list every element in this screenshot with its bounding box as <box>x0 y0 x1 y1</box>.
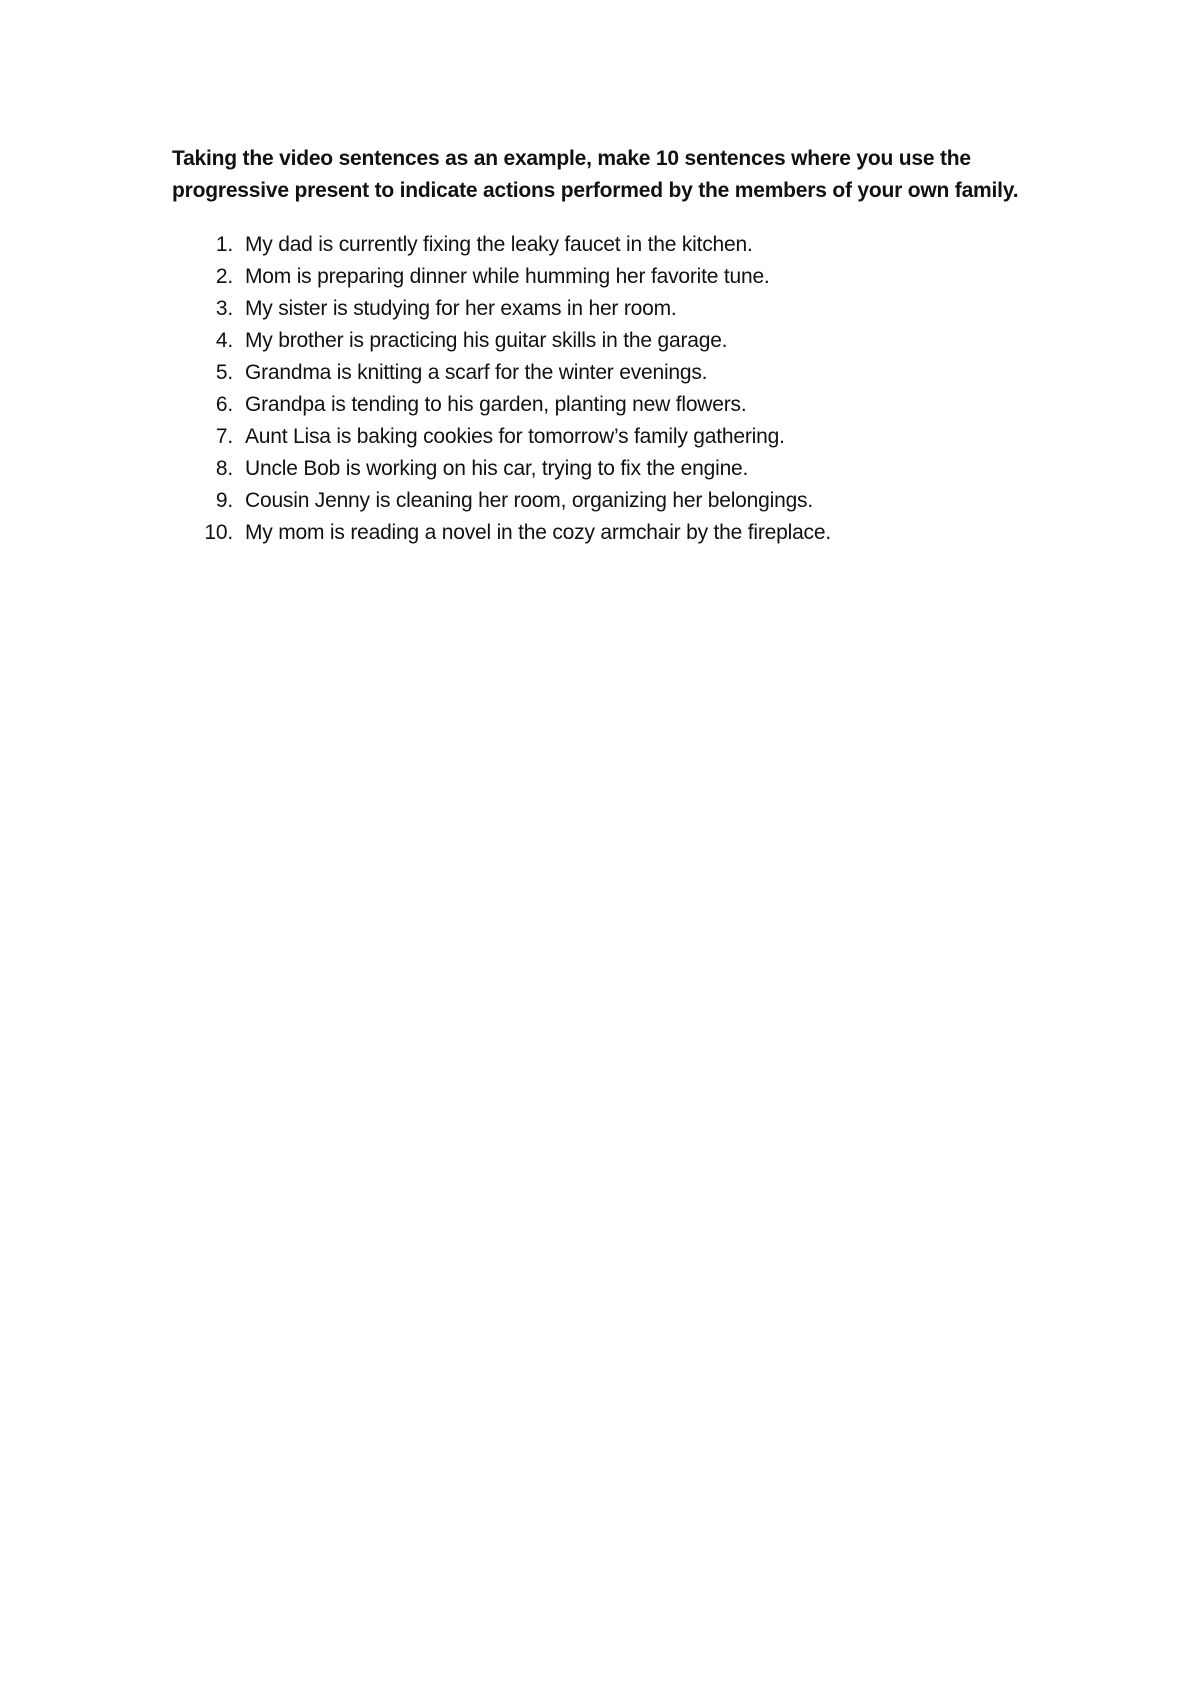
answer-list <box>172 229 1032 549</box>
list-item <box>172 293 1032 325</box>
document-content <box>172 143 1032 549</box>
list-item <box>172 229 1032 261</box>
list-item <box>172 357 1032 389</box>
list-item-text: Grandma is knitting a scarf for the winter evenings. <box>245 361 708 384</box>
instructions-heading: Taking the video sentences as an example, make 10 sentences where you use the progressive present to indicate actions performed by the members of your own family. <box>172 147 1019 202</box>
list-item-number: 4. <box>215 329 233 352</box>
list-item <box>172 389 1032 421</box>
list-item-number: 1. <box>215 233 233 256</box>
list-item-number: 9. <box>215 489 233 512</box>
list-item-number: 7. <box>215 425 233 448</box>
list-item-text: Grandpa is tending to his garden, planting new flowers. <box>245 393 747 416</box>
list-item <box>172 517 1032 549</box>
list-item <box>172 485 1032 517</box>
list-item-text: Mom is preparing dinner while humming her favorite tune. <box>245 265 770 288</box>
list-item-text: My mom is reading a novel in the cozy armchair by the fireplace. <box>245 521 831 544</box>
list-item-text: Cousin Jenny is cleaning her room, organizing her belongings. <box>245 489 813 512</box>
list-item <box>172 261 1032 293</box>
list-item <box>172 453 1032 485</box>
list-item-number: 3. <box>215 297 233 320</box>
list-item <box>172 421 1032 453</box>
list-item-text: My sister is studying for her exams in her room. <box>245 297 677 320</box>
list-item-text: Aunt Lisa is baking cookies for tomorrow’s family gathering. <box>245 425 785 448</box>
list-item-text: My brother is practicing his guitar skills in the garage. <box>245 329 728 352</box>
list-item-text: Uncle Bob is working on his car, trying to fix the engine. <box>245 457 749 480</box>
list-item <box>172 325 1032 357</box>
list-item-number: 5. <box>215 361 233 384</box>
list-item-text: My dad is currently fixing the leaky faucet in the kitchen. <box>245 233 753 256</box>
list-item-number: 6. <box>215 393 233 416</box>
list-item-number: 10. <box>204 521 233 544</box>
list-item-number: 2. <box>215 265 233 288</box>
list-item-number: 8. <box>215 457 233 480</box>
